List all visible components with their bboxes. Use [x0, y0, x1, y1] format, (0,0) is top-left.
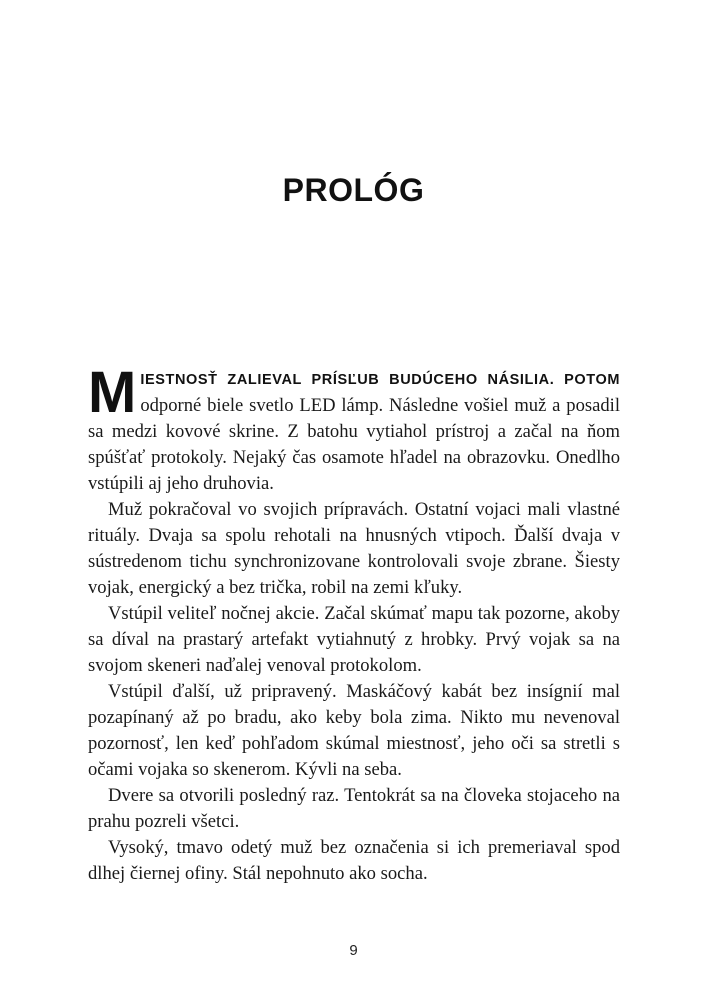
- paragraph-3: Vstúpil veliteľ nočnej akcie. Začal skúmať mapu tak pozorne, akoby sa díval na prastarý artefakt vytiahnutý z hrobky. Prvý vojak sa na svojom skeneri naďalej venoval protokolom.: [88, 603, 620, 676]
- chapter-title: PROLÓG: [282, 172, 425, 208]
- page-number: 9: [349, 942, 358, 959]
- chapter-body: [88, 360, 620, 887]
- paragraph-4: Vstúpil ďalší, už pripravený. Maskáčový kabát bez insígnií mal pozapínaný až po bradu, ako keby bola zima. Nikto mu nevenoval pozornosť, len keď pohľadom skúmal miestnosť, jeho oči sa stretli s očami vojaka so skenerom. Kývli na seba.: [88, 681, 620, 780]
- paragraph-5: Dvere sa otvorili posledný raz. Tentokrát sa na človeka stojaceho na prahu pozreli všetci.: [88, 785, 620, 832]
- paragraph-6: Vysoký, tmavo odetý muž bez označenia si ich premeriaval spod dlhej čiernej ofiny. Stál nepohnuto ako socha.: [88, 837, 620, 884]
- paragraph-2: Muž pokračoval vo svojich prípravách. Ostatní vojaci mali vlastné rituály. Dvaja sa spolu rehotali na hnusných vtipoch. Ďalší dvaja v sústredenom tichu synchronizovane kontrolovali svoje zbrane. Šiesty vojak, energický a bez trička, robil na zemi kľuky.: [88, 499, 620, 598]
- paragraph-1-text: odporné biele svetlo LED lámp. Následne vošiel muž a posadil sa medzi kovové skrine. Z batohu vytiahol prístroj a začal na ňom spúšťať protokoly. Nejaký čas osamote hľadel na obrazovku. Onedlho vstúpili aj jeho druhovia.: [88, 395, 620, 494]
- drop-cap: M: [88, 360, 137, 425]
- lead-in: IESTNOSŤ ZALIEVAL PRÍSĽUB BUDÚCEHO NÁSILIA. POTOM: [140, 372, 620, 388]
- paragraph-1: [88, 360, 620, 497]
